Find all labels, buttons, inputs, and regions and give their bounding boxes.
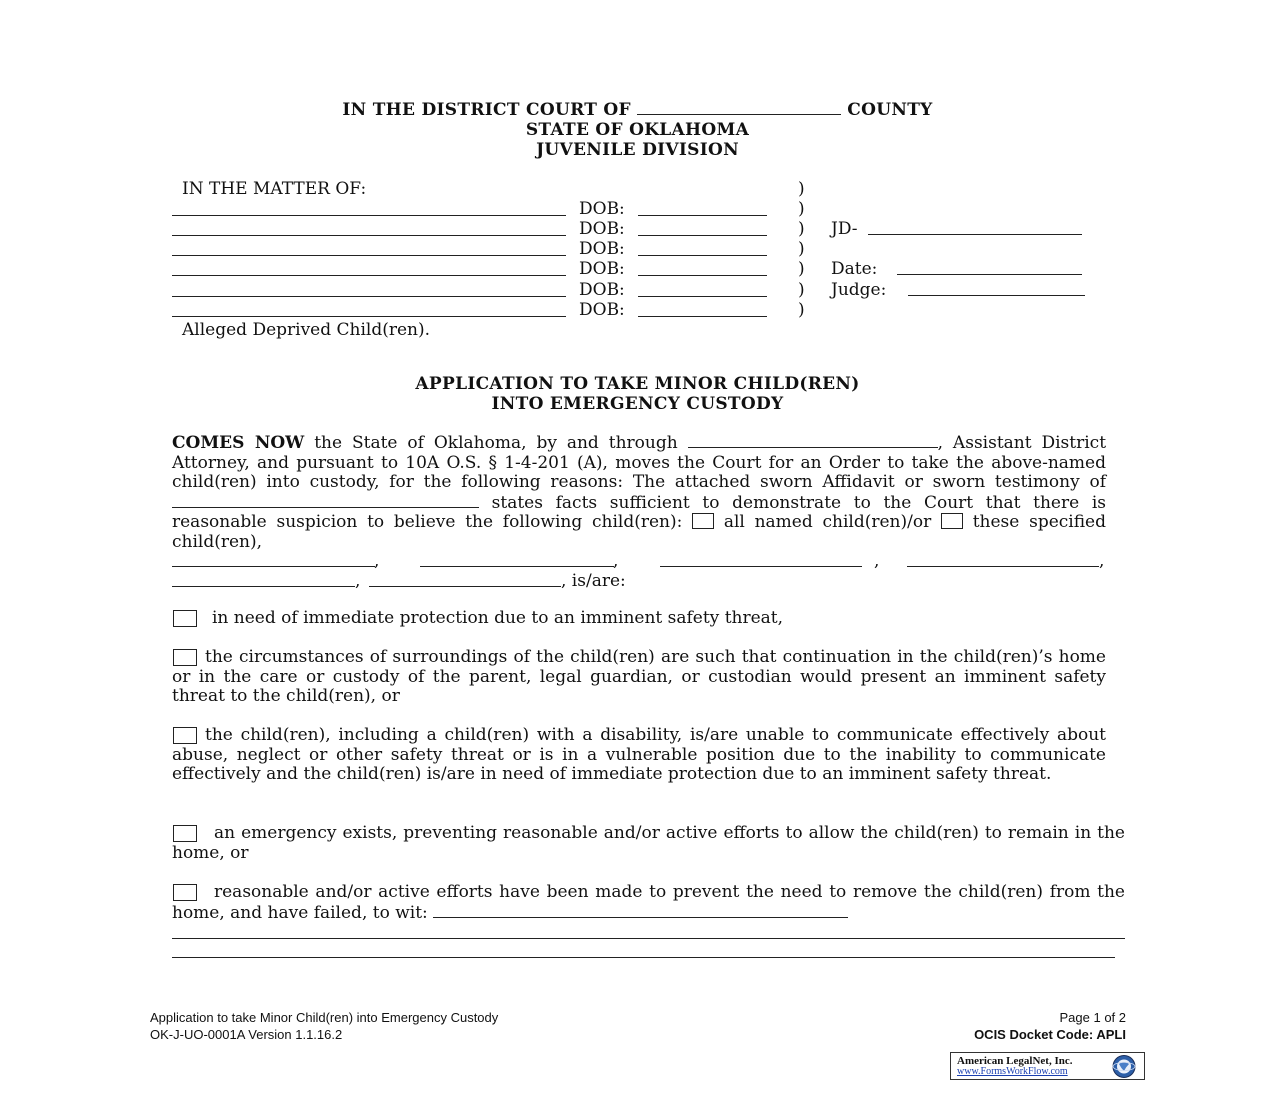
dob-label-4: DOB: xyxy=(579,259,625,279)
assistant-da-blank[interactable] xyxy=(688,433,938,448)
specified-child-blank-4[interactable] xyxy=(907,566,1099,567)
caption-paren-1: ) xyxy=(798,179,805,199)
comma: , xyxy=(613,551,619,571)
all-named-checkbox[interactable] xyxy=(692,513,714,529)
dob-label-2: DOB: xyxy=(579,219,625,239)
all-named-label: all named child(ren)/or xyxy=(723,512,932,533)
child-name-blank-5[interactable] xyxy=(172,296,566,297)
dob-label-1: DOB: xyxy=(579,199,625,219)
comma: , xyxy=(374,551,380,571)
judge-label: Judge: xyxy=(831,280,887,300)
child-name-blank-6[interactable] xyxy=(172,316,566,317)
intro-text-2: , Assistant District Attorney, and pursuant to 10A O.S. § 1-4-201 (A), moves the Court for an Order to take the above-named child(ren) into custody, for the following reasons: The attached sworn Affidavit or sworn testimony of xyxy=(172,433,1107,493)
logo-url[interactable]: www.FormsWorkFlow.com xyxy=(957,1066,1068,1077)
these-specified-checkbox[interactable] xyxy=(941,513,963,529)
date-blank[interactable] xyxy=(897,274,1082,275)
option-4-text: an emergency exists, preventing reasonable and/or active efforts to allow the child(ren) to remain in the home, or xyxy=(172,823,1125,863)
court-heading-prefix: IN THE DISTRICT COURT OF xyxy=(342,100,631,120)
intro-text-1: the State of Oklahoma, by and through xyxy=(314,433,678,453)
child-name-blank-2[interactable] xyxy=(172,235,566,236)
court-heading-suffix: COUNTY xyxy=(847,100,933,120)
footer-form-id: OK-J-UO-0001A Version 1.1.16.2 xyxy=(150,1027,343,1042)
footer-docket-code: OCIS Docket Code: APLI xyxy=(974,1027,1126,1042)
caption-paren-5: ) xyxy=(798,259,805,279)
court-heading xyxy=(0,100,1275,120)
dob-blank-4[interactable] xyxy=(638,275,767,276)
comma: , xyxy=(1099,551,1105,571)
alleged-deprived-label: Alleged Deprived Child(ren). xyxy=(182,320,431,340)
dob-blank-2[interactable] xyxy=(638,235,767,236)
caption-paren-4: ) xyxy=(798,239,805,259)
logo-company-name: American LegalNet, Inc. xyxy=(957,1055,1073,1067)
comma: , xyxy=(874,551,880,571)
jd-number-blank[interactable] xyxy=(868,234,1082,235)
state-heading: STATE OF OKLAHOMA xyxy=(525,120,750,140)
dob-blank-6[interactable] xyxy=(638,316,767,317)
to-wit-blank[interactable] xyxy=(433,903,848,918)
caption-paren-3: ) xyxy=(798,219,805,239)
intro-paragraph xyxy=(172,433,1106,553)
specified-child-blank-2[interactable] xyxy=(420,566,614,567)
dob-label-3: DOB: xyxy=(579,239,625,259)
caption-paren-2: ) xyxy=(798,199,805,219)
footer-page-number: Page 1 of 2 xyxy=(1059,1010,1126,1025)
dob-label-6: DOB: xyxy=(579,300,625,320)
these-specified-label: these specified child(ren), xyxy=(172,512,1106,552)
affiant-blank[interactable] xyxy=(172,493,479,508)
matter-label: IN THE MATTER OF: xyxy=(182,179,367,199)
option-2-text: the circumstances of surroundings of the child(ren) are such that continuation in the child(ren)’s home or in the care or custody of the parent, legal guardian, or custodian would present an imminent safety threat to the child(ren), or xyxy=(172,647,1106,707)
specified-child-blank-5[interactable] xyxy=(172,586,355,587)
globe-icon xyxy=(1111,1054,1137,1079)
option-3-text: the child(ren), including a child(ren) with a disability, is/are unable to communicate effectively about abuse, neglect or other safety threat or is in a vulnerable position due to the inability to communicate effectively and the child(ren) is/are in need of immediate protection due to an imminent safety threat. xyxy=(172,725,1106,785)
caption-paren-6: ) xyxy=(798,280,805,300)
option-1-text: in need of immediate protection due to an imminent safety threat, xyxy=(212,608,784,628)
intro-text-3: states facts sufficient to demonstrate to the Court that there is reasonable suspicion to believe the following child(ren): xyxy=(172,492,1106,533)
application-title-line1: APPLICATION TO TAKE MINOR CHILD(REN) xyxy=(415,374,860,394)
date-label: Date: xyxy=(831,259,878,279)
child-name-blank-4[interactable] xyxy=(172,275,566,276)
caption-paren-7: ) xyxy=(798,300,805,320)
judge-blank[interactable] xyxy=(908,295,1085,296)
jd-label: JD- xyxy=(831,219,858,239)
child-name-blank-1[interactable] xyxy=(172,215,566,216)
comes-now: COMES NOW xyxy=(172,433,305,453)
footer-form-title: Application to take Minor Child(ren) into Emergency Custody xyxy=(150,1010,499,1025)
isare-label: , is/are: xyxy=(561,571,626,591)
american-legalnet-logo[interactable] xyxy=(950,1052,1145,1080)
application-title-line2: INTO EMERGENCY CUSTODY xyxy=(491,394,784,414)
comma: , xyxy=(355,571,361,591)
dob-blank-1[interactable] xyxy=(638,215,767,216)
dob-blank-5[interactable] xyxy=(638,296,767,297)
dob-label-5: DOB: xyxy=(579,280,625,300)
to-wit-line-2[interactable] xyxy=(172,938,1125,939)
to-wit-line-3[interactable] xyxy=(172,957,1115,958)
specified-child-blank-1[interactable] xyxy=(172,566,375,567)
division-heading: JUVENILE DIVISION xyxy=(536,140,739,160)
dob-blank-3[interactable] xyxy=(638,255,767,256)
option-5-text xyxy=(172,883,1125,923)
option-5-label: reasonable and/or active efforts have been made to prevent the need to remove the child(ren) from the home, and have failed, to wit: xyxy=(172,882,1125,923)
specified-child-blank-6[interactable] xyxy=(369,586,561,587)
child-name-blank-3[interactable] xyxy=(172,255,566,256)
county-blank[interactable] xyxy=(637,100,841,115)
specified-child-blank-3[interactable] xyxy=(660,566,862,567)
